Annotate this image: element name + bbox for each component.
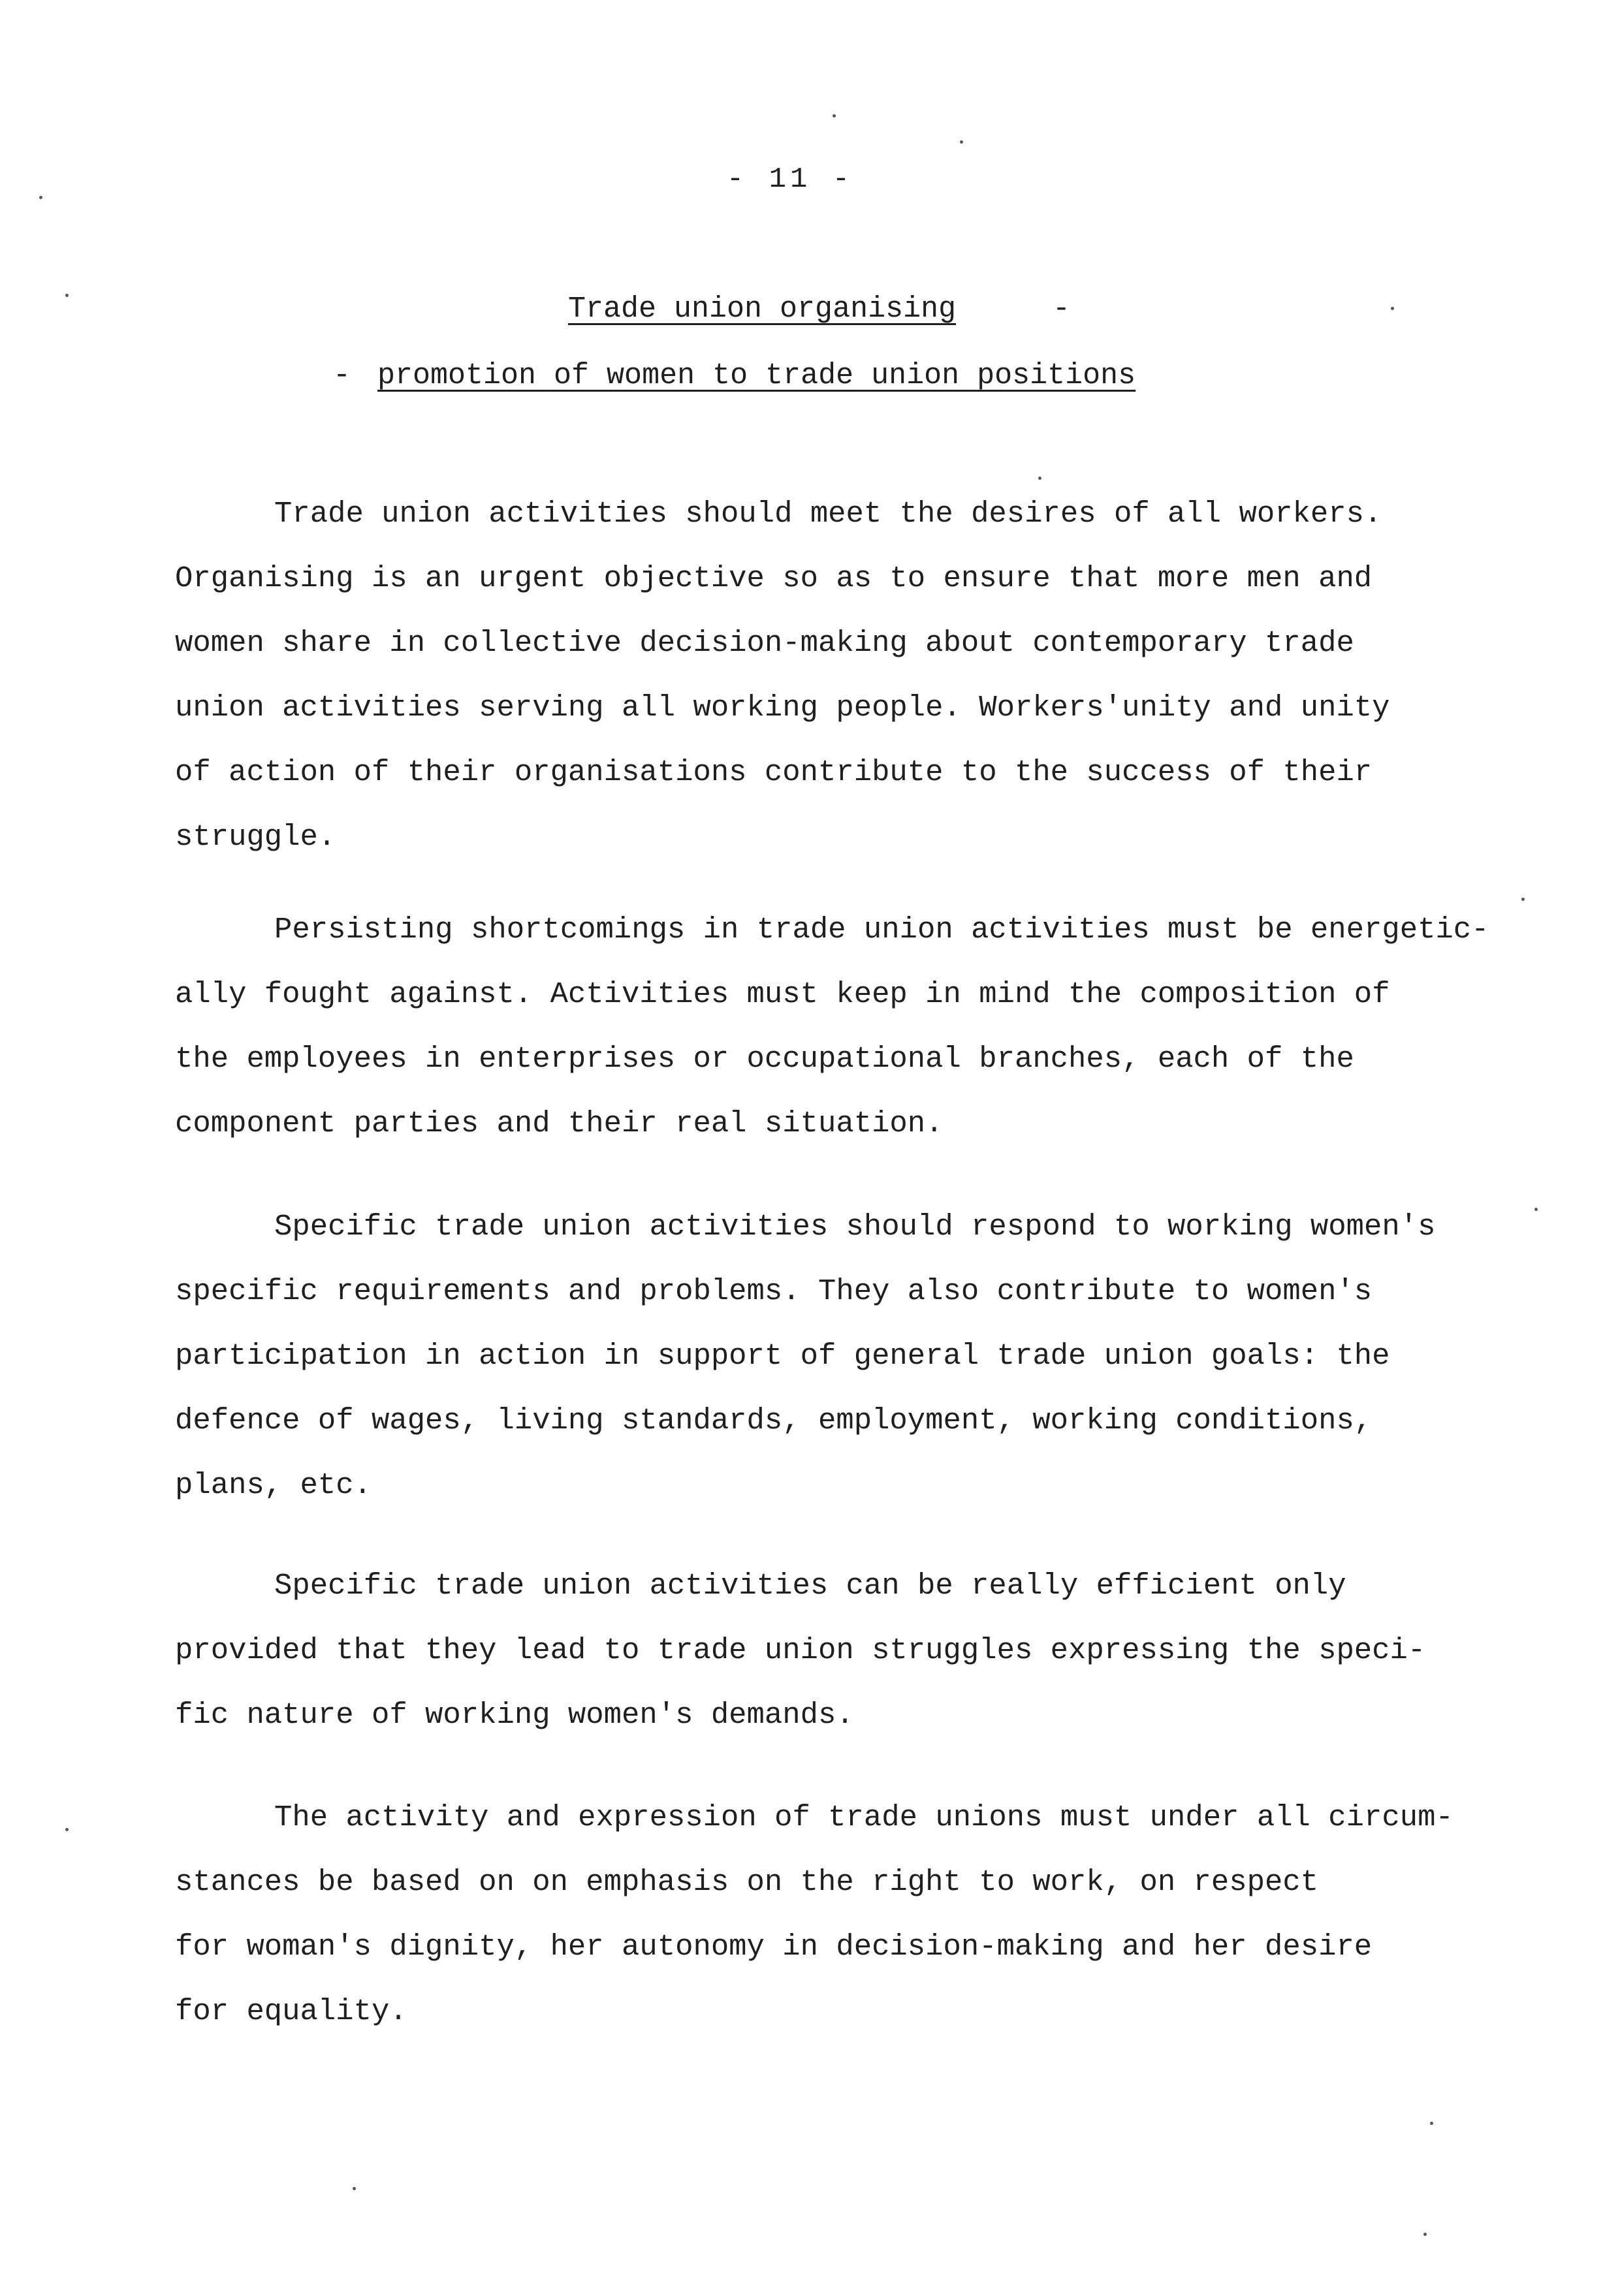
paragraph-3 [175, 1195, 1559, 1518]
paragraph-line: Trade union activities should meet the desires of all workers. [274, 497, 1382, 531]
paragraph-line: component parties and their real situation. [175, 1107, 944, 1140]
paragraph-line: stances be based on on emphasis on the right to work, on respect [175, 1865, 1319, 1899]
page-number: - 11 - [726, 163, 854, 196]
paragraph-line: participation in action in support of general trade union goals: the [175, 1339, 1390, 1373]
paragraph-line: ally fought against. Activities must keep in mind the composition of [175, 977, 1390, 1011]
paragraph-line: fic nature of working women's demands. [175, 1698, 854, 1732]
paragraph-line: of action of their organisations contribute to the success of their [175, 755, 1373, 789]
paragraph-1 [175, 482, 1559, 870]
paragraph-2 [175, 898, 1559, 1156]
scan-speck [833, 114, 836, 118]
paragraph-line: specific requirements and problems. They also contribute to women's [175, 1274, 1373, 1308]
paragraph-line: for woman's dignity, her autonomy in decision-making and her desire [175, 1930, 1373, 1964]
scan-speck [353, 2187, 356, 2190]
paragraph-line: plans, etc. [175, 1468, 372, 1502]
scan-speck [960, 140, 963, 144]
paragraph-4 [175, 1554, 1559, 1748]
scan-speck [1430, 2122, 1433, 2125]
scan-speck [65, 294, 69, 297]
paragraph-line: defence of wages, living standards, employment, working conditions, [175, 1404, 1373, 1438]
scan-speck [1534, 1208, 1538, 1211]
paragraph-line: The activity and expression of trade unions must under all circum- [274, 1801, 1453, 1834]
paragraph-line: women share in collective decision-making about contemporary trade [175, 626, 1354, 660]
scan-speck [1521, 898, 1525, 901]
scan-speck [39, 196, 42, 199]
paragraph-line: union activities serving all working people. Workers'unity and unity [175, 691, 1390, 725]
paragraph-line: Specific trade union activities can be really efficient only [274, 1569, 1346, 1603]
scan-speck [1391, 307, 1394, 310]
heading-subtitle: promotion of women to trade union positions [377, 359, 1136, 392]
paragraph-line: for equality. [175, 1994, 407, 2028]
paragraph-line: struggle. [175, 820, 336, 854]
paragraph-5 [175, 1785, 1559, 2044]
paragraph-line: Specific trade union activities should respond to working women's [274, 1210, 1436, 1244]
heading-subtitle-dash: - [333, 359, 351, 392]
heading-title-dash: - [1053, 292, 1071, 326]
heading-title: Trade union organising [568, 292, 957, 326]
scan-speck [1038, 477, 1041, 480]
scan-speck [1423, 2233, 1427, 2236]
scan-speck [65, 1828, 69, 1831]
paragraph-line: Organising is an urgent objective so as to ensure that more men and [175, 561, 1373, 595]
paragraph-line: provided that they lead to trade union struggles expressing the speci- [175, 1633, 1426, 1667]
paragraph-line: Persisting shortcomings in trade union activities must be energetic- [274, 913, 1489, 947]
paragraph-line: the employees in enterprises or occupational branches, each of the [175, 1042, 1354, 1076]
